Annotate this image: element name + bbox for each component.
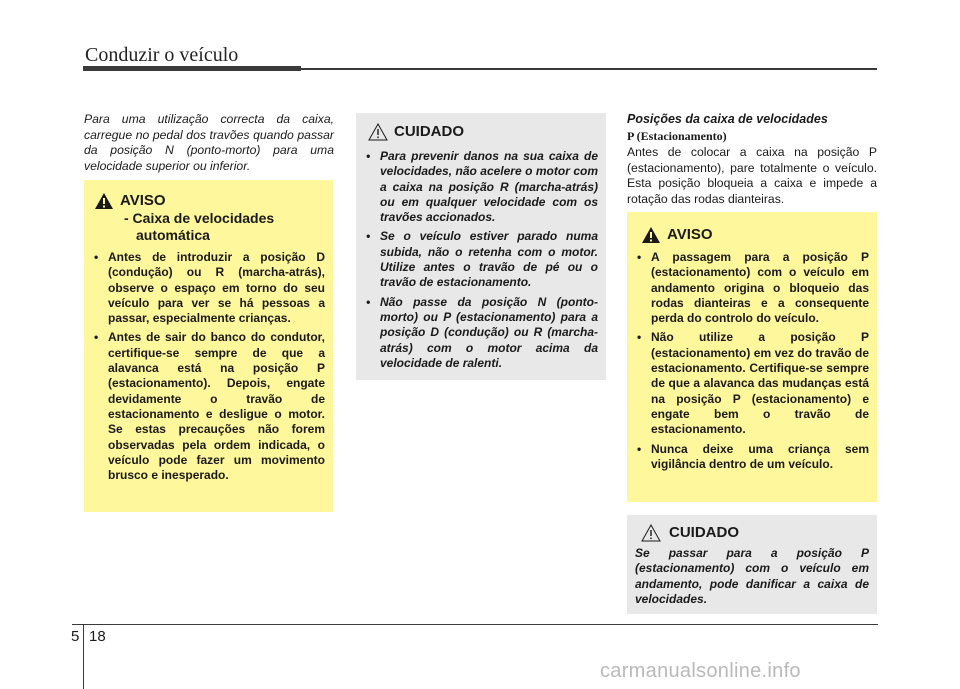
footer-rule xyxy=(72,624,878,625)
caution-text: Se passar para a posição P (estacionamento) com o veículo em andamento, pode danificar a caixa de velocidades. xyxy=(635,546,869,606)
caution-title: CUIDADO xyxy=(669,524,739,541)
list-item: • Para prevenir danos na sua caixa de velocidades, não acelere o motor com a caixa na posição R (marcha-atrás) ou em qualquer velocidade com os travões accionados. xyxy=(366,149,598,225)
warning-list xyxy=(92,250,325,483)
caution-box-transmission-damage xyxy=(356,113,606,380)
list-item: • Não passe da posição N (ponto-morto) ou P (estacionamento) para a posição D (condução) ou R (marcha-atrás) com o motor acima da velocidade de ralenti. xyxy=(366,294,598,370)
warning-triangle-icon xyxy=(641,226,661,244)
intro-paragraph: Para uma utilização correcta da caixa, carregue no pedal dos travões quando passar da posição N (ponto-morto) para uma velocidade superior ou inferior. xyxy=(84,112,334,173)
list-item: • Se o veículo estiver parado numa subida, não o retenha com o motor. Utilize antes o travão de pé ou o travão de estacionamento. xyxy=(366,229,598,290)
list-item: • A passagem para a posição P (estacionamento) com o veículo em andamento origina o bloqueio das rodas dianteiras e a consequente perda do controlo do veículo. xyxy=(637,250,869,326)
caution-box-park-moving xyxy=(627,515,877,614)
watermark: carmanualsonline.info xyxy=(600,660,801,682)
chapter-number: 5 xyxy=(71,628,80,645)
warning-box-automatic-transmission xyxy=(84,180,333,512)
page-header-title: Conduzir o veículo xyxy=(85,44,239,66)
warning-list xyxy=(635,250,869,472)
subsection-heading-park: P (Estacionamento) xyxy=(627,129,727,143)
section-heading-gear-positions: Posições da caixa de velocidades xyxy=(627,112,828,126)
warning-triangle-icon xyxy=(94,192,114,210)
header-rule-thin xyxy=(301,68,877,70)
warning-title: AVISO xyxy=(120,192,166,209)
warning-title: AVISO xyxy=(667,226,713,243)
page-number: 18 xyxy=(89,628,106,645)
caution-title: CUIDADO xyxy=(394,123,464,140)
caution-triangle-icon xyxy=(368,123,388,141)
list-item: • Nunca deixe uma criança sem vigilância dentro de um veículo. xyxy=(637,441,869,471)
caution-list xyxy=(364,149,598,371)
park-description: Antes de colocar a caixa na posição P (estacionamento), pare totalmente o veículo. Esta posição bloqueia a caixa e impede a rotação das rodas dianteiras. xyxy=(627,145,877,206)
list-item: • Antes de introduzir a posição D (condução) ou R (marcha-atrás), observe o espaço em torno do seu veículo para ver se há pessoas a passar, especialmente crianças. xyxy=(94,250,325,326)
header-rule-thick xyxy=(83,66,301,71)
caution-triangle-icon xyxy=(641,524,661,542)
footer-divider xyxy=(83,624,84,689)
warning-subtitle-cont: automática xyxy=(136,227,210,243)
list-item: • Antes de sair do banco do condutor, certifique-se sempre de que a alavanca está na posição P (estacionamento). Depois, engate devidamente o travão de estacionamento e desligue o motor. Se estas precauções não forem observadas pela ordem indicada, o veículo pode fazer um movimento brusco e inesperado. xyxy=(94,330,325,483)
list-item: • Não utilize a posição P (estacionamento) em vez do travão de estacionamento. Certifique-se sempre de que a alavanca das mudanças está na posição P (estacionamento) e engate bem o travão de estacionamento. xyxy=(637,330,869,437)
warning-subtitle: - Caixa de velocidades xyxy=(124,210,275,226)
warning-box-park xyxy=(627,212,877,502)
